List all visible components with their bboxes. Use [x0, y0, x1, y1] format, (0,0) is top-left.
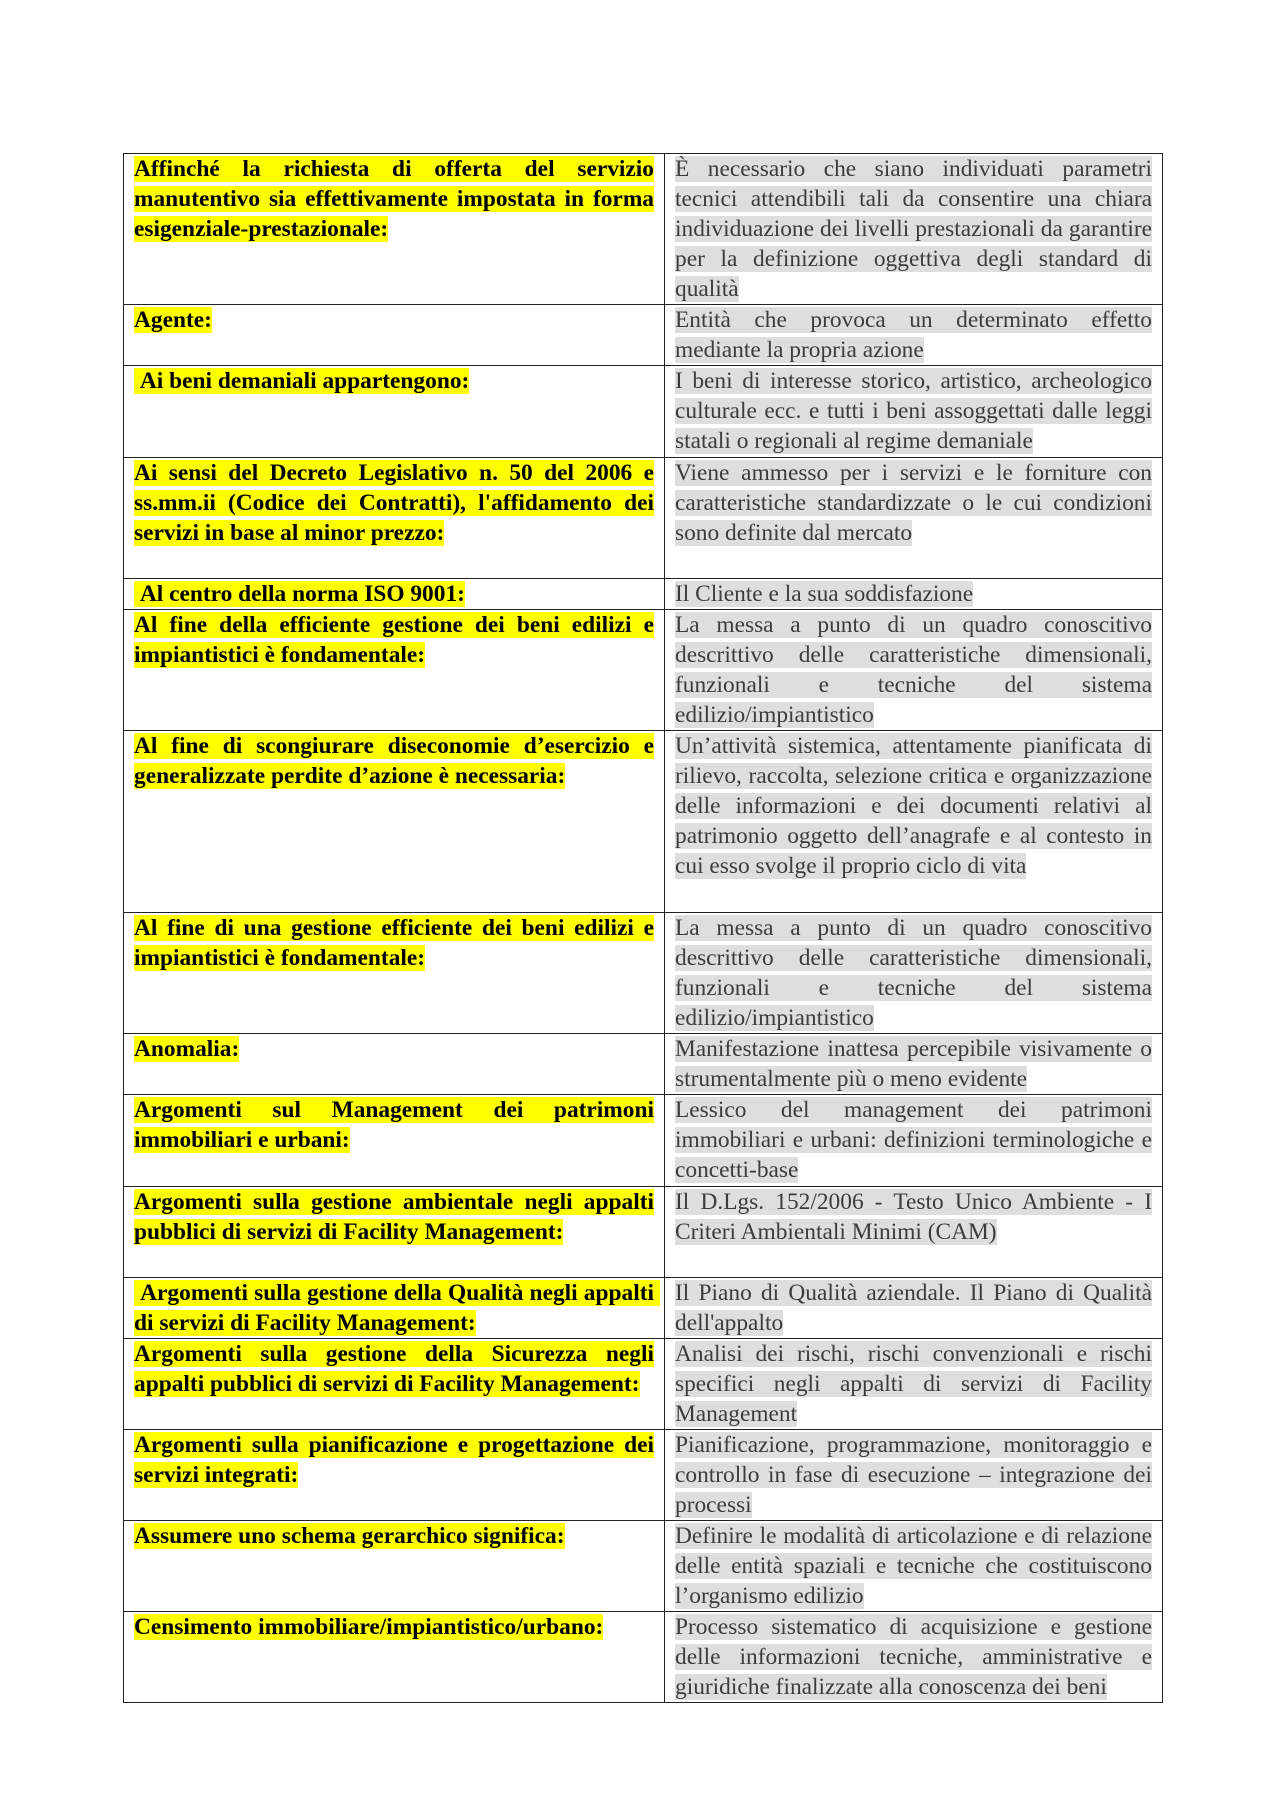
- table-row: [124, 1339, 1163, 1430]
- definition-text: Viene ammesso per i servizi e le forniture con caratteristiche standardizzate o le cui condizioni sono definite dal mercato: [675, 460, 1152, 546]
- definition-text: Entità che provoca un determinato effetto mediante la propria azione: [675, 307, 1152, 363]
- term-cell: [124, 1278, 665, 1339]
- table-row: [124, 1521, 1163, 1612]
- definition-text: È necessario che siano individuati parametri tecnici attendibili tali da consentire una chiara individuazione dei livelli prestazionali da garantire per la definizione oggettiva degli standard di qualità: [675, 156, 1152, 302]
- definition-cell: [665, 1034, 1163, 1095]
- definition-cell: [665, 1339, 1163, 1430]
- definition-cell: [665, 154, 1163, 305]
- term-text: Argomenti sulla pianificazione e progettazione dei servizi integrati:: [134, 1432, 654, 1488]
- definition-cell: [665, 305, 1163, 366]
- definition-text: La messa a punto di un quadro conoscitivo descrittivo delle caratteristiche dimensionali, funzionali e tecniche del sistema edilizio/impiantistico: [675, 612, 1152, 728]
- term-cell: [124, 1187, 665, 1278]
- table-row: [124, 610, 1163, 731]
- table-row: [124, 1034, 1163, 1095]
- definition-cell: [665, 731, 1163, 913]
- glossary-table: [123, 153, 1163, 1703]
- definition-text: Lessico del management dei patrimoni immobiliari e urbani: definizioni terminologiche e concetti-base: [675, 1097, 1152, 1183]
- definition-cell: [665, 1095, 1163, 1187]
- term-text: Argomenti sulla gestione della Sicurezza negli appalti pubblici di servizi di Facility Management:: [134, 1341, 654, 1397]
- term-cell: [124, 1521, 665, 1612]
- table-row: [124, 1430, 1163, 1521]
- term-text: Assumere uno schema gerarchico significa:: [134, 1523, 565, 1549]
- term-cell: [124, 1095, 665, 1187]
- table-row: [124, 305, 1163, 366]
- term-cell: [124, 458, 665, 579]
- term-cell: [124, 913, 665, 1034]
- term-text: Ai sensi del Decreto Legislativo n. 50 del 2006 e ss.mm.ii (Codice dei Contratti), l'affidamento dei servizi in base al minor prezzo:: [134, 460, 654, 546]
- definition-cell: [665, 458, 1163, 579]
- table-row: [124, 154, 1163, 305]
- term-text: Al fine di una gestione efficiente dei beni edilizi e impiantistici è fondamentale:: [134, 915, 654, 971]
- definition-text: I beni di interesse storico, artistico, archeologico culturale ecc. e tutti i beni assoggettati dalle leggi statali o regionali al regime demaniale: [675, 368, 1152, 454]
- definition-cell: [665, 579, 1163, 610]
- term-text: Anomalia:: [134, 1036, 240, 1062]
- definition-cell: [665, 610, 1163, 731]
- definition-cell: [665, 1187, 1163, 1278]
- term-cell: [124, 1430, 665, 1521]
- term-text: Agente:: [134, 307, 212, 333]
- definition-cell: [665, 1612, 1163, 1703]
- definition-cell: [665, 1521, 1163, 1612]
- term-text: Argomenti sul Management dei patrimoni immobiliari e urbani:: [134, 1097, 654, 1153]
- definition-text: Un’attività sistemica, attentamente pianificata di rilievo, raccolta, selezione critica e organizzazione delle informazioni e dei documenti relativi al patrimonio oggetto dell’anagrafe e al contesto in cui esso svolge il proprio ciclo di vita: [675, 733, 1152, 879]
- term-cell: [124, 731, 665, 913]
- table-row: [124, 1095, 1163, 1187]
- definition-cell: [665, 913, 1163, 1034]
- table-row: [124, 366, 1163, 458]
- table-row: [124, 1187, 1163, 1278]
- definition-cell: [665, 366, 1163, 458]
- definition-text: Definire le modalità di articolazione e di relazione delle entità spaziali e tecniche che costituiscono l’organismo edilizio: [675, 1523, 1152, 1609]
- table-row: [124, 913, 1163, 1034]
- term-text: Affinché la richiesta di offerta del servizio manutentivo sia effettivamente impostata in forma esigenziale-prestazionale:: [134, 156, 654, 242]
- term-cell: [124, 366, 665, 458]
- definition-cell: [665, 1430, 1163, 1521]
- term-cell: [124, 1612, 665, 1703]
- term-text: Al fine di scongiurare diseconomie d’esercizio e generalizzate perdite d’azione è necessaria:: [134, 733, 654, 789]
- definition-text: Il Piano di Qualità aziendale. Il Piano di Qualità dell'appalto: [675, 1280, 1152, 1336]
- definition-text: La messa a punto di un quadro conoscitivo descrittivo delle caratteristiche dimensionali, funzionali e tecniche del sistema edilizio/impiantistico: [675, 915, 1152, 1031]
- term-text: Argomenti sulla gestione ambientale negli appalti pubblici di servizi di Facility Management:: [134, 1189, 654, 1245]
- definition-text: Analisi dei rischi, rischi convenzionali e rischi specifici negli appalti di servizi di Facility Management: [675, 1341, 1152, 1427]
- term-cell: [124, 579, 665, 610]
- term-text: Argomenti sulla gestione della Qualità negli appalti di servizi di Facility Management:: [134, 1280, 660, 1336]
- definition-text: Il D.Lgs. 152/2006 - Testo Unico Ambiente - I Criteri Ambientali Minimi (CAM): [675, 1189, 1152, 1245]
- term-cell: [124, 1339, 665, 1430]
- table-row: [124, 731, 1163, 913]
- definition-text: Il Cliente e la sua soddisfazione: [675, 581, 974, 607]
- term-text: Censimento immobiliare/impiantistico/urbano:: [134, 1614, 604, 1640]
- term-text: Al centro della norma ISO 9001:: [134, 581, 465, 607]
- definition-text: Pianificazione, programmazione, monitoraggio e controllo in fase di esecuzione – integrazione dei processi: [675, 1432, 1152, 1518]
- term-cell: [124, 1034, 665, 1095]
- term-cell: [124, 154, 665, 305]
- term-cell: [124, 305, 665, 366]
- definition-text: Manifestazione inattesa percepibile visivamente o strumentalmente più o meno evidente: [675, 1036, 1152, 1092]
- table-row: [124, 458, 1163, 579]
- table-row: [124, 579, 1163, 610]
- term-cell: [124, 610, 665, 731]
- term-text: Ai beni demaniali appartengono:: [134, 368, 470, 394]
- definition-text: Processo sistematico di acquisizione e gestione delle informazioni tecniche, amministrative e giuridiche finalizzate alla conoscenza dei beni: [675, 1614, 1152, 1700]
- table-row: [124, 1278, 1163, 1339]
- definition-cell: [665, 1278, 1163, 1339]
- table-row: [124, 1612, 1163, 1703]
- term-text: Al fine della efficiente gestione dei beni edilizi e impiantistici è fondamentale:: [134, 612, 654, 668]
